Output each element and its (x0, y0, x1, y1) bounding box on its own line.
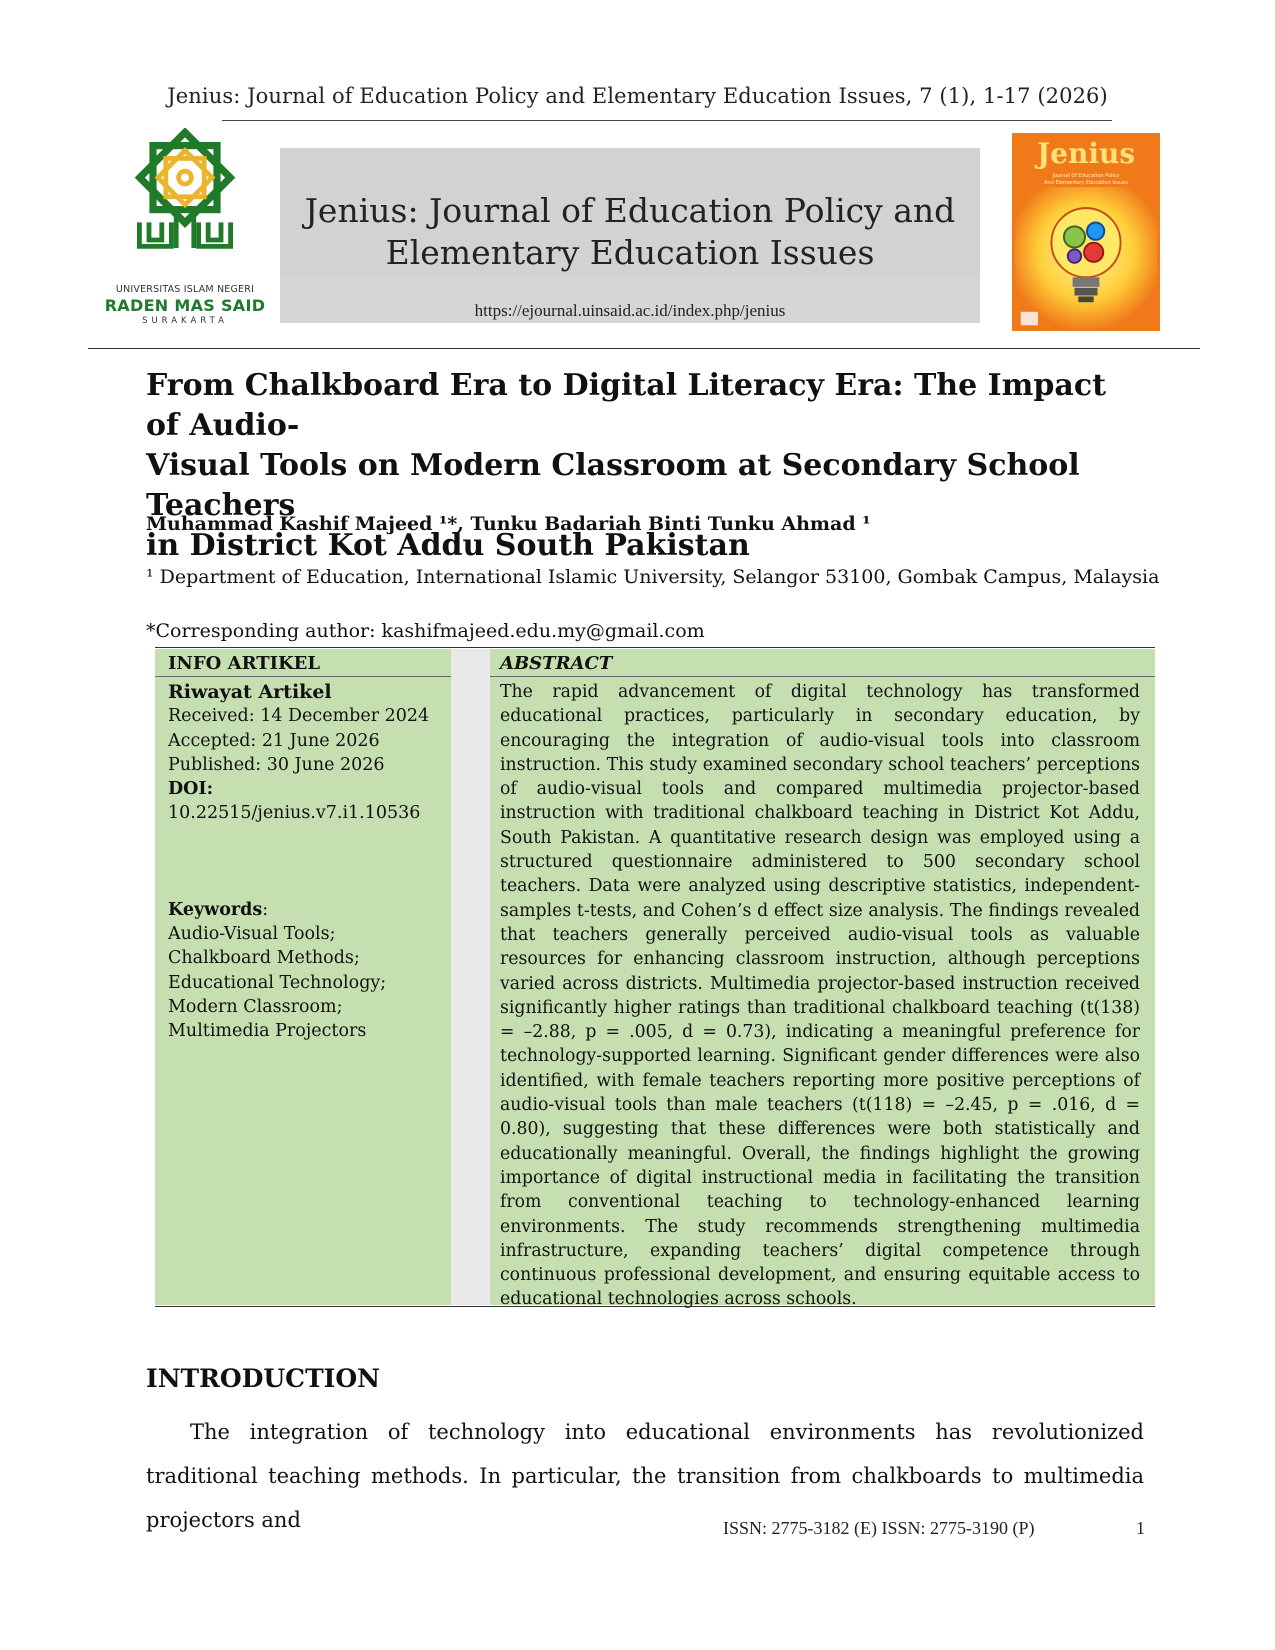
doi-value[interactable]: 10.22515/jenius.v7.i1.10536 (168, 803, 421, 824)
keyword-item: Audio-Visual Tools; (168, 924, 336, 945)
university-city: SURAKARTA (142, 316, 228, 326)
info-header-rule (155, 676, 451, 677)
info-header: INFO ARTIKEL (168, 653, 321, 674)
footer-issn: ISSN: 2775-3182 (E) ISSN: 2775-3190 (P) (723, 1518, 1035, 1538)
abstract-text: The rapid advancement of digital technology has transformed educational practices, particularly in secondary education, by encouraging the integration of audio-visual tools into classroom instruction. This study examined secondary school teachers’ perceptions of audio-visual tools and compared multimedia projector-based instruction with traditional chalkboard teaching in District Kot Addu, South Pakistan. A quantitative research design was employed using a structured questionnaire administered to 500 secondary school teachers. Data were analyzed using descriptive statistics, independent-samples t-tests, and Cohen’s d effect size analysis. The findings revealed that teachers generally perceived audio-visual tools as valuable resources for enhancing classroom instruction, although perceptions varied across districts. Multimedia projector-based instruction received significantly higher ratings than traditional chalkboard teaching (t(138) = –2.88, p = .005, d = 0.73), indicating a meaningful preference for technology-supported learning. Significant gender differences were also identified, with female teachers reporting more positive perceptions of audio-visual tools than male teachers (t(118) = –2.45, p = .016, d = 0.80), suggesting that these differences were both statistically and educationally meaningful. Overall, the findings highlight the growing importance of digital instructional media in facilitating the transition from conventional teaching to technology-enhanced learning environments. The study recommends strengthening multimedia infrastructure, expanding teachers’ digital competence through continuous professional development, and ensuring equitable access to educational technologies across schools. (500, 682, 1140, 1310)
received-date: Received: 14 December 2024 (168, 706, 430, 727)
introduction-paragraph: The integration of technology into educational environments has revolutionized traditional teaching methods. In particular, the transition from chalkboards to multimedia projectors and (146, 1420, 1144, 1532)
doi-label: DOI: (168, 779, 214, 800)
paper-title-line3: in District Kot Addu South Pakistan (146, 528, 750, 563)
keyword-item: Modern Classroom; (168, 996, 343, 1017)
university-name-line1: UNIVERSITAS ISLAM NEGERI (115, 284, 255, 295)
introduction-heading: INTRODUCTION (146, 1364, 381, 1393)
keyword-item: Multimedia Projectors (168, 1021, 367, 1042)
running-head-rule (222, 120, 1112, 121)
paper-affiliation: ¹ Department of Education, International Islamic University, Selangor 53100, Gombak Campus, Malaysia (146, 566, 1160, 588)
university-emblem-icon (110, 128, 260, 288)
journal-cover-title: Jenius (1036, 137, 1136, 170)
journal-banner-title-line2: Elementary Education Issues (385, 233, 875, 272)
journal-url-link[interactable]: https://ejournal.uinsaid.ac.id/index.php/jenius (474, 301, 786, 320)
abstract-header-rule (490, 676, 1155, 677)
abstract-header: ABSTRACT (500, 653, 613, 674)
journal-cover-subtitle-line2: And Elementary Education Issues (1044, 180, 1128, 186)
university-name-line2: RADEN MAS SAID (104, 296, 266, 315)
history-label: Riwayat Artikel (168, 681, 332, 703)
paper-authors: Muhammad Kashif Majeed ¹*, Tunku Badariah Binti Tunku Ahmad ¹ (146, 513, 871, 535)
published-date: Published: 30 June 2026 (168, 754, 385, 775)
keyword-item: Chalkboard Methods; (168, 948, 360, 969)
paper-title-line1: From Chalkboard Era to Digital Literacy Era: The Impact of Audio- (146, 368, 1106, 443)
running-head: Jenius: Journal of Education Policy and Elementary Education Issues, 7 (1), 1-17 (2026) (167, 84, 1108, 108)
lightbulb-gears-icon (1012, 187, 1160, 331)
journal-cover (1012, 133, 1160, 331)
journal-banner-title-line1: Jenius: Journal of Education Policy and (304, 191, 956, 230)
corresponding-author: *Corresponding author: kashifmajeed.edu.my@gmail.com (146, 620, 705, 642)
header-rule (88, 348, 1200, 349)
journal-cover-subtitle-line1: Journal Of Education Policy (1052, 173, 1120, 179)
keywords-label: Keywords (168, 899, 263, 920)
page-number: 1 (1136, 1518, 1145, 1538)
article-info: Riwayat Artikel Received: 14 December 2024 Accepted: 21 June 2026 Published: 30 June 2026 DOI: 10.22515/jenius.v7.i1.10536 Keywords: Audio-Visual Tools; Chalkboard Methods; Educational Technology; Modern Classroom; Multimedia Projectors (168, 680, 448, 1044)
accepted-date: Accepted: 21 June 2026 (168, 730, 380, 751)
keyword-item: Educational Technology; (168, 972, 387, 993)
paper-title-line2: Visual Tools on Modern Classroom at Secondary School Teachers (146, 448, 1080, 523)
journal-banner-title (280, 190, 980, 274)
paper-title (146, 366, 1144, 566)
